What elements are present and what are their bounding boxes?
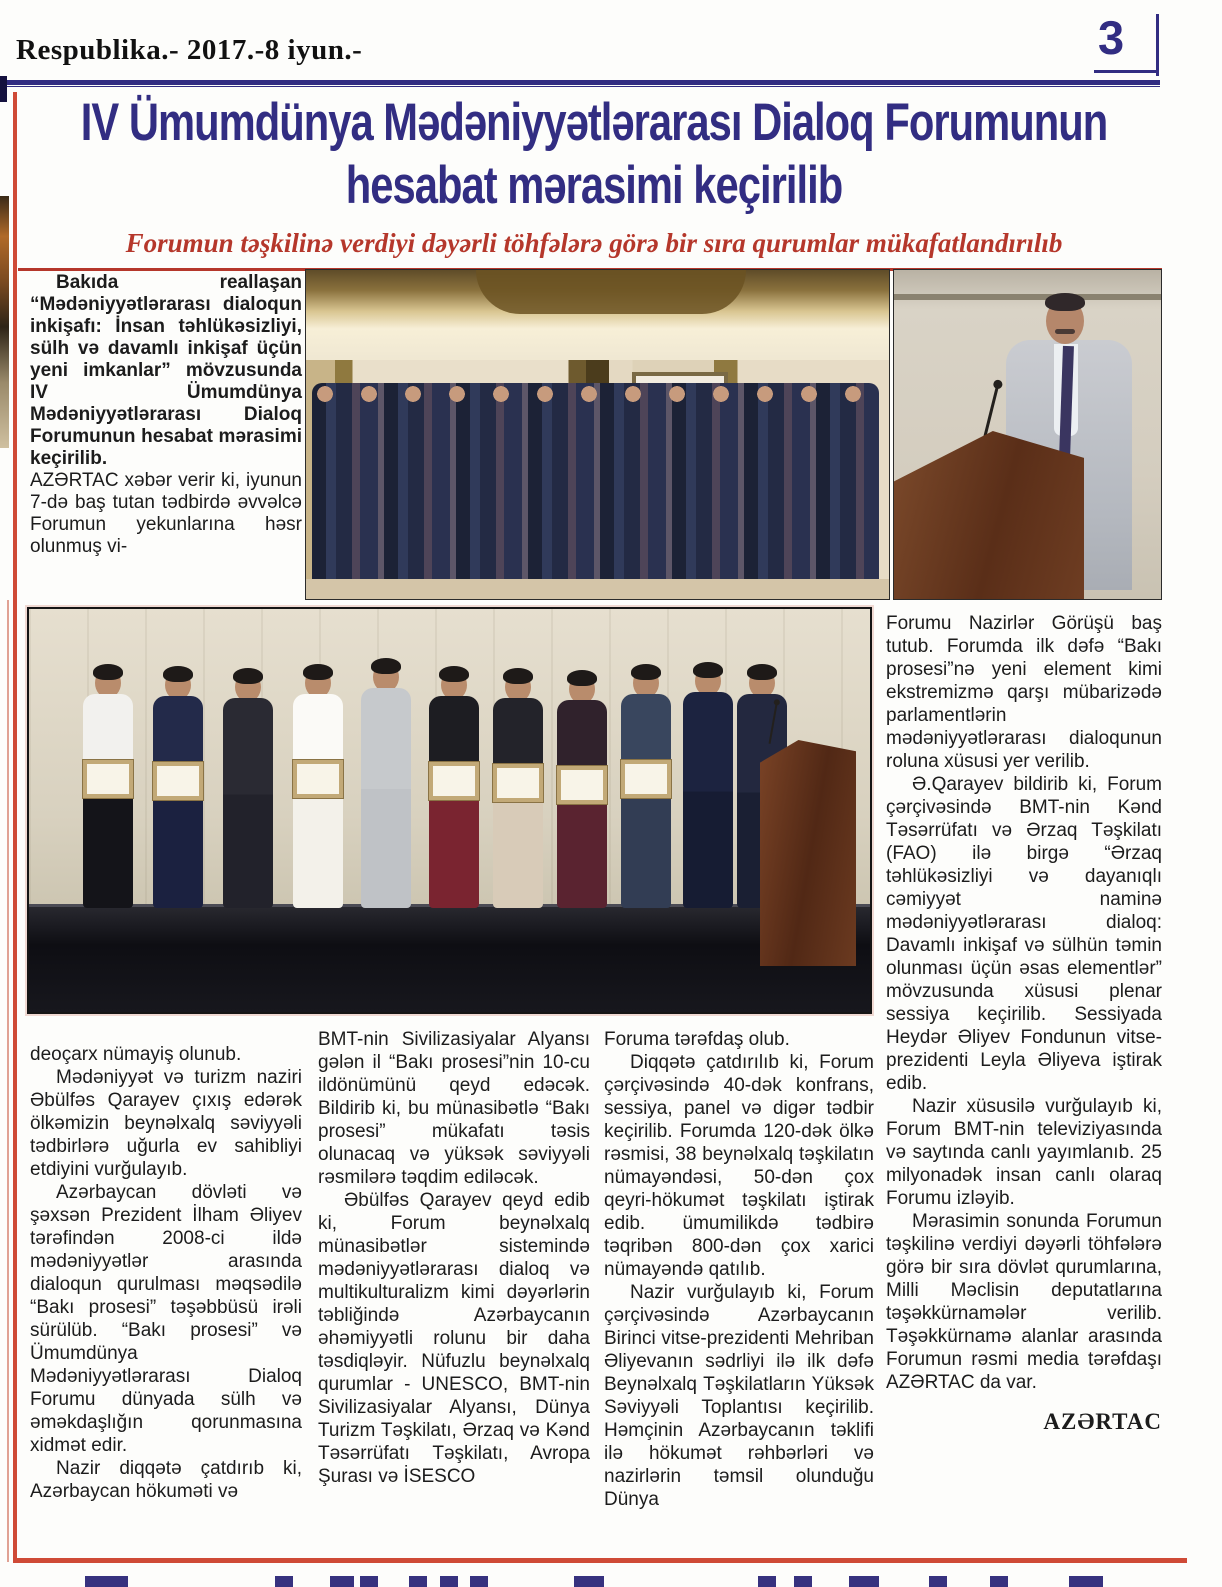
left-red-rule [13,92,17,1562]
stage-podium [760,740,856,966]
paragraph: Forumu Nazirlər Görüşü baş tutub. Forumda ilk dəfə “Bakı prosesi”nə yeni element kimi ekstremizmə qarşı mübarizədə parlamentlərin mədəniyyətlərarası dialoqunun roluna xüsusi yer verilib. [886,613,1162,772]
headline-line-1: IV Ümumdünya Mədəniyyətlərarası Dialoq Forumunun [80,93,1108,153]
person-figure [221,672,275,908]
speaker-head [1046,298,1084,344]
person-torso [683,692,733,908]
page-edge-mark [0,76,7,102]
person-torso [293,694,343,908]
next-article-headline-peek [0,1576,1222,1587]
person-torso [361,688,411,908]
hall-floor [306,579,889,599]
paragraph: deoçarx nümayiş olunub. [30,1044,242,1065]
person-torso [223,698,273,908]
person-torso [429,696,479,908]
intro-column [30,272,302,558]
byline: AZƏRTAC [1043,1409,1162,1434]
certificate [621,760,671,798]
podium [894,431,1084,599]
certificate [557,766,607,804]
paragraph: Azərbaycan dövləti və şəxsən Prezident İlham Əliyev tərəfindən 2008-ci ildə mədəniyyətlər arasında dialoqun qurulması məqsədilə “Bakı prosesi” təşəbbüsü irəli sürülüb. “Bakı prosesi” və Ümumdünya Mədəniyyətlərarası Dialoq Forumu dünyada sülh və əməkdaşlığın qorunmasına xidmət edir. [30,1182,302,1456]
certificate [83,760,133,798]
person-torso [493,698,543,908]
person-figure [81,668,135,908]
page-number: 3 [1098,11,1125,64]
text-column-2 [318,1028,590,1488]
person-figure [427,670,481,908]
text-column-4 [886,612,1162,1433]
paragraph: Ə.Qarayev bildirib ki, Forum çərçivəsində BMT-nin Kənd Təsərrüfatı və Ərzaq Təşkilatı (FAO) ilə birgə “Ərzaq təhlükəsizliyi və dayanıqlı cəmiyyət naminə mədəniyyətlərarası dialoq: Davamlı inkişaf və sülhün təmin olunması üçün əsas elementlər” mövzusunda xüsusi plenar sessiya keçirilib. Sessiyada Heydər Əliyev Fondunun vitse-prezidenti Leyla Əliyeva iştirak edib. [886,774,1162,1094]
person-figure [151,670,205,908]
paragraph: BMT-nin Sivilizasiyalar Alyansı gələn il “Bakı prosesi”nin 10-cu ildönümünü qeyd edəcək. Bildirib ki, bu münasibətlə “Bakı prosesi” mükafatı təsis olunacaq və yüksək səviyyəli rəsmilərə təqdim ediləcək. [318,1029,590,1188]
paragraph: Nazir diqqətə çatdırıb ki, Azərbaycan hökuməti və [30,1458,302,1502]
person-torso [621,694,671,908]
text-column-1 [30,1043,302,1503]
person-figure [491,672,545,908]
page-number-horizontal-rule [1094,70,1156,73]
page-number-vertical-rule [1156,14,1159,76]
person-figure [619,668,673,908]
paragraph: Əbülfəs Qarayev qeyd edib ki, Forum beynəlxalq münasibətlər sistemində mədəniyyətlərarası dialoq və multikulturalizm kimi dəyərlərin təbliğində Azərbaycanın əhəmiyyətli rolunu bir daha təsdiqləyir. Nüfuzlu beynəlxalq qurumlar - UNESCO, BMT-nin Sivilizasiyalar Alyansı, Dünya Turizm Təşkilatı, Ərzaq və Kənd Təsərrüfatı Təşkilatı, Avropa Şurası və İSESCO [318,1190,590,1487]
text-column-3 [604,1028,874,1511]
article-headline [30,92,1158,218]
adjacent-page-photo-sliver [0,196,9,448]
headline-line-2: hesabat mərasimi keçirilib [345,156,843,216]
lead-paragraph: Bakıda reallaşan “Mədəniyyətlərarası dialoqun inkişafı: İnsan təhlükəsizliyi, sülh və davamlı inkişaf üçün yeni imkanlar” mövzusunda IV Ümumdünya Mədəniyyətlərarası Dialoq Forumunun hesabat mərasimi keçirilib. [30,272,302,469]
audience-crowd [312,383,879,579]
paragraph: Diqqətə çatdırılıb ki, Forum çərçivəsində 40-dək konfrans, sessiya, panel və digər tədbir keçirilib. Forumda 120-dək ölkə rəsmisi, 38 beynəlxalq təşkilatın nümayəndəsi, 50-dən çox qeyri-hökumət təşkilatı iştirak edib. ümumilikdə tədbirə təqribən 800-dən çox xarici nümayəndə qatılıb. [604,1052,874,1280]
article-subheadline: Forumun təşkilinə verdiyi dəyərli töhfələrə görə bir sıra qurumlar mükafatlandırılıb [125,228,1063,258]
person-figure [291,668,345,908]
paragraph: Nazir vurğulayıb ki, Forum çərçivəsində Azərbaycanın Birinci vitse-prezidenti Mehriban Əliyevanın sədrliyi ilə ilk dəfə Beynəlxalq Təşkilatların Yüksək Səviyyəli Toplantısı keçirilib. Həmçinin Azərbaycanın təklifi ilə hökumət rəhbərləri və nazirlərin təmsil olunduğu Dünya [604,1282,874,1510]
person-figure [681,666,735,908]
paragraph: Foruma tərəfdaş olub. [604,1029,790,1050]
paragraph: Mədəniyyət və turizm naziri Əbülfəs Qarayev çıxış edərək ölkəmizin beynəlxalq səviyyəli tədbirlərə uğurla ev sahibliyi etdiyini vurğulayıb. [30,1067,302,1180]
certificate [493,764,543,802]
left-red-rule-secondary [7,600,9,1562]
intro-paragraph: AZƏRTAC xəbər verir ki, iyunun 7-də baş tutan tədbirdə əvvəlcə Forumun yekunlarına həsr olunmuş vi- [30,470,302,557]
paragraph: Mərasimin sonunda Forumun təşkilinə verdiyi dəyərli töhfələrə görə bir sıra dövlət qurumlarına, Milli Məclisin deputatlarına təşəkkürnamələr verilib. Təşəkkürnamə alanlar arasında Forumun rəsmi media tərəfdaşı AZƏRTAC da var. [886,1211,1162,1393]
audience-photo [305,269,890,600]
paragraph: Nazir xüsusilə vurğulayıb ki, Forum BMT-nin televiziyasında və saytında canlı yayımlanıb. 25 milyonadək insan canlı olaraq Forumu izləyib. [886,1096,1162,1209]
bottom-red-rule [13,1558,1187,1563]
person-figure [555,674,609,908]
person-torso [83,694,133,908]
person-torso [557,700,607,908]
speaker-photo [893,269,1162,600]
certificate [153,762,203,800]
award-ceremony-photo [27,607,872,1014]
stage-floor [29,904,870,1012]
person-figure [359,662,413,908]
masthead-date: Respublika.- 2017.-8 iyun.- [16,34,363,66]
page-number-box [1096,8,1162,74]
certificate [429,762,479,800]
wall-trim [894,294,1161,300]
person-torso [153,696,203,908]
chandelier [476,270,746,314]
certificate [293,760,343,798]
